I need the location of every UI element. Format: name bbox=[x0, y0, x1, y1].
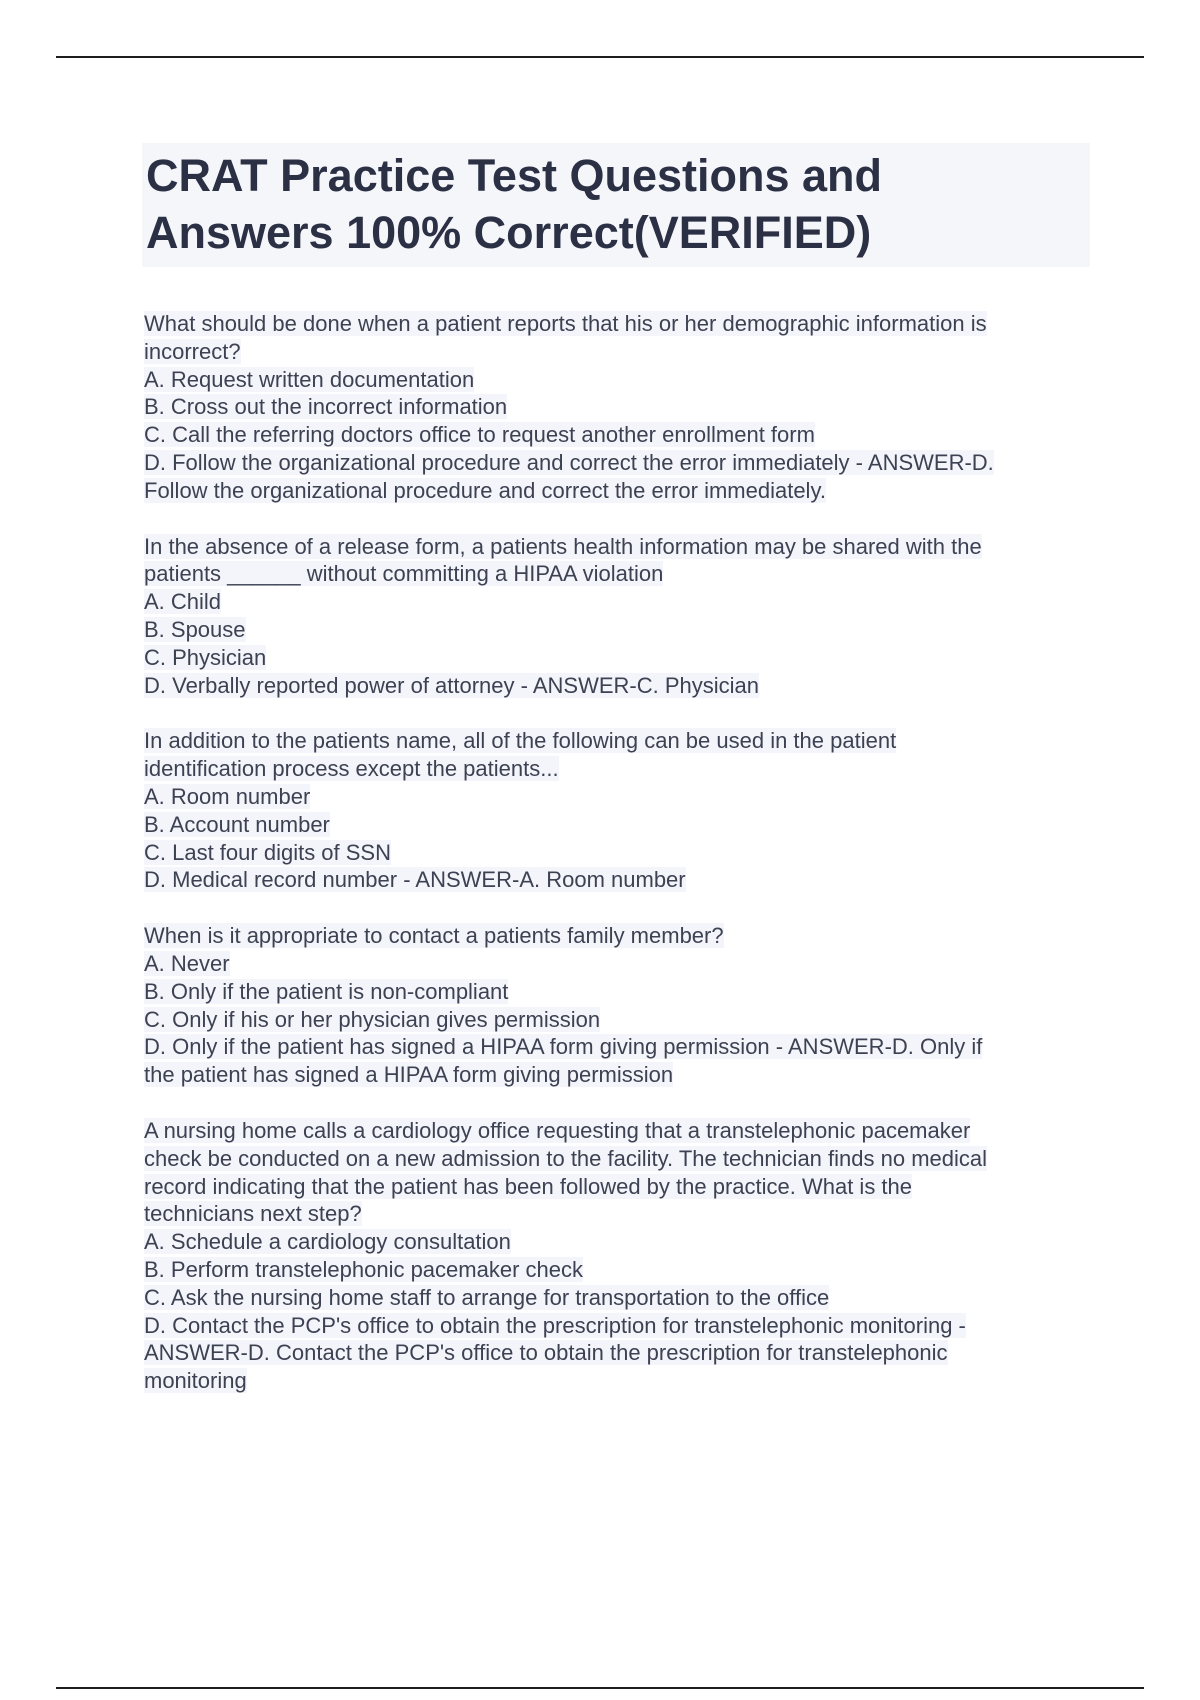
answer-option: C. Only if his or her physician gives permission bbox=[144, 1006, 601, 1032]
title-line: CRAT Practice Test Questions and bbox=[146, 150, 882, 201]
footer-rule bbox=[56, 1687, 1144, 1689]
title-line: Answers 100% Correct(VERIFIED) bbox=[146, 207, 872, 258]
answer-option: D. Follow the organizational procedure and correct the error immediately - ANSWER-D. bbox=[144, 449, 994, 475]
question-text-line: A nursing home calls a cardiology office requesting that a transtelephonic pacemaker bbox=[144, 1117, 971, 1143]
answer-option: B. Perform transtelephonic pacemaker check bbox=[144, 1256, 583, 1282]
answer-option: A. Request written documentation bbox=[144, 366, 475, 392]
question-text-line: incorrect? bbox=[144, 338, 241, 364]
document-title bbox=[142, 143, 1090, 267]
answer-key: D. Verbally reported power of attorney - ANSWER-C. Physician bbox=[144, 672, 760, 698]
question-text-line: In addition to the patients name, all of the following can be used in the patient bbox=[144, 728, 897, 754]
question-list bbox=[144, 310, 1084, 1423]
answer-option: B. Spouse bbox=[144, 616, 246, 642]
question-text-line: identification process except the patients... bbox=[144, 756, 559, 782]
question-item bbox=[144, 533, 1084, 700]
answer-key: Follow the organizational procedure and correct the error immediately. bbox=[144, 477, 826, 503]
answer-option: A. Child bbox=[144, 589, 222, 615]
answer-option: A. Room number bbox=[144, 783, 311, 809]
answer-option: B. Only if the patient is non-compliant bbox=[144, 978, 509, 1004]
question-text-line: check be conducted on a new admission to the facility. The technician finds no medical bbox=[144, 1145, 988, 1171]
answer-key: D. Medical record number - ANSWER-A. Room number bbox=[144, 867, 686, 893]
answer-option: D. Contact the PCP's office to obtain the prescription for transtelephonic monitoring - bbox=[144, 1312, 966, 1338]
question-item bbox=[144, 727, 1084, 894]
answer-option: D. Only if the patient has signed a HIPAA form giving permission - ANSWER-D. Only if bbox=[144, 1034, 983, 1060]
answer-key: monitoring bbox=[144, 1368, 247, 1394]
question-text-line: What should be done when a patient reports that his or her demographic information is bbox=[144, 311, 987, 336]
question-text-line: record indicating that the patient has been followed by the practice. What is the bbox=[144, 1173, 913, 1199]
answer-key: ANSWER-D. Contact the PCP's office to obtain the prescription for transtelephonic bbox=[144, 1340, 948, 1366]
answer-option: C. Last four digits of SSN bbox=[144, 839, 391, 865]
answer-option: C. Call the referring doctors office to request another enrollment form bbox=[144, 422, 815, 448]
answer-option: A. Schedule a cardiology consultation bbox=[144, 1229, 511, 1255]
answer-option: B. Account number bbox=[144, 811, 330, 837]
header-rule bbox=[56, 56, 1144, 58]
answer-option: C. Ask the nursing home staff to arrange for transportation to the office bbox=[144, 1284, 830, 1310]
question-text-line: patients ______ without committing a HIPAA violation bbox=[144, 561, 664, 587]
answer-key: the patient has signed a HIPAA form giving permission bbox=[144, 1062, 674, 1088]
answer-option: B. Cross out the incorrect information bbox=[144, 394, 508, 420]
answer-option: C. Physician bbox=[144, 644, 267, 670]
question-text-line: In the absence of a release form, a patients health information may be shared with the bbox=[144, 533, 982, 559]
question-item bbox=[144, 1117, 1084, 1395]
answer-option: A. Never bbox=[144, 950, 230, 976]
question-item bbox=[144, 922, 1084, 1089]
question-text-line: technicians next step? bbox=[144, 1201, 362, 1227]
question-text-line: When is it appropriate to contact a patients family member? bbox=[144, 923, 724, 949]
question-item bbox=[144, 310, 1084, 505]
